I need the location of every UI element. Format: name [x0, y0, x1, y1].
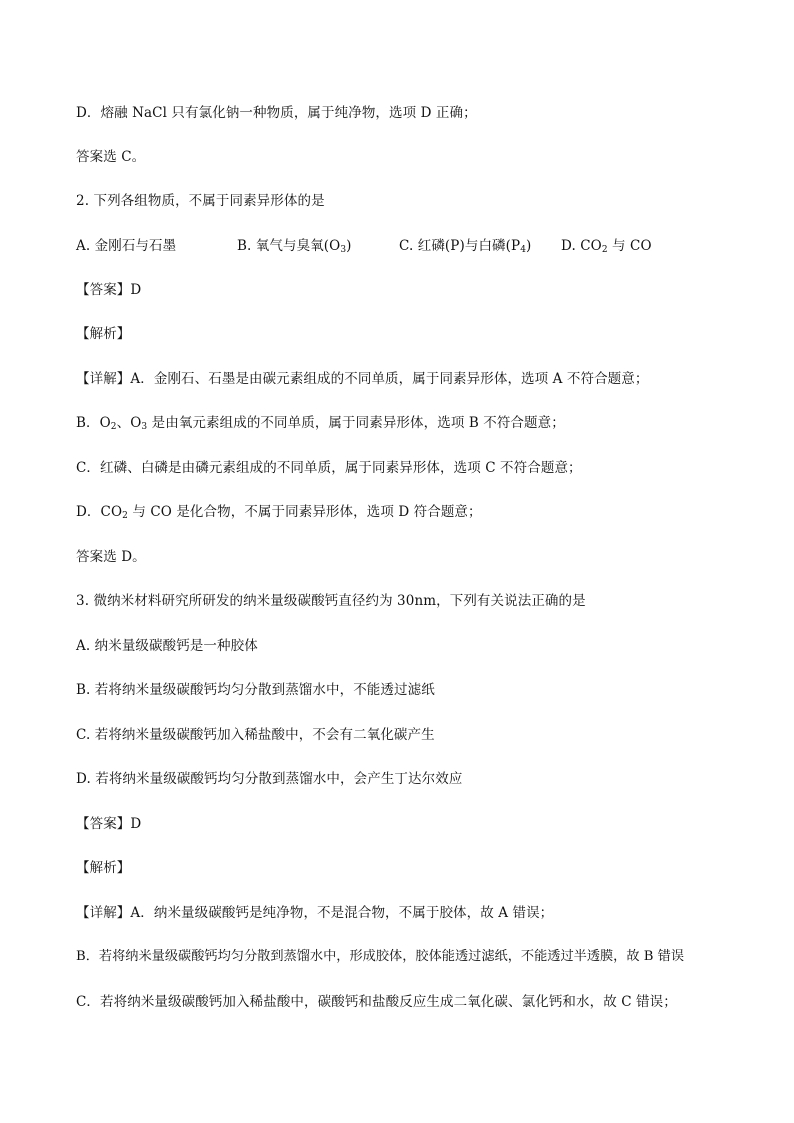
- q2-explanation-c: C．红磷、白磷是由磷元素组成的不同单质，属于同素异形体，选项 C 不符合题意；: [76, 460, 582, 476]
- q3-explanation-b: B．若将纳米量级碳酸钙均匀分散到蒸馏水中，形成胶体，胶体能透过滤纸，不能透过半透膜，故 B 错误: [76, 949, 685, 964]
- q2-stem: 2. 下列各组物质，不属于同素异形体的是: [76, 193, 325, 209]
- q2-analysis-heading: 【解析】: [76, 326, 131, 342]
- q2-explanation-a: 【详解】A．金刚石、石墨是由碳元素组成的不同单质，属于同素异形体，选项 A 不符合题意；: [76, 371, 649, 387]
- q3-answer: 【答案】D: [76, 816, 142, 832]
- q1-answer-choice: 答案选 C。: [76, 149, 146, 165]
- q2-option-c: C. 红磷(P)与白磷$(P_4)$: [399, 238, 532, 255]
- q2-answer-choice: 答案选 D。: [76, 549, 146, 565]
- q3-option-d: D. 若将纳米量级碳酸钙均匀分散到蒸馏水中，会产生丁达尔效应: [76, 771, 463, 787]
- q2-options: [76, 237, 716, 255]
- q2-option-b: B. 氧气与臭氧$(O_3)$: [237, 238, 352, 255]
- q2-option-a: A. 金刚石与石墨: [76, 238, 177, 254]
- q2-explanation-d: D．$CO_2$ 与 CO 是化合物，不属于同素异形体，选项 D 符合题意；: [76, 504, 482, 521]
- q2-answer: 【答案】D: [76, 282, 142, 298]
- q2-explanation-b: B．$O_2$、$O_3$ 是由氧元素组成的不同单质，属于同素异形体，选项 B 不符合题意；: [76, 415, 565, 432]
- q3-option-a: A. 纳米量级碳酸钙是一种胶体: [76, 638, 258, 654]
- q3-explanation-a: 【详解】A．纳米量级碳酸钙是纯净物，不是混合物，不属于胶体，故 A 错误；: [76, 905, 554, 921]
- q1-option-d-explanation: D．熔融 NaCl 只有氯化钠一种物质，属于纯净物，选项 D 正确；: [76, 105, 477, 121]
- q3-explanation-c: C．若将纳米量级碳酸钙加入稀盐酸中，碳酸钙和盐酸反应生成二氧化碳、氯化钙和水，故 C 错误；: [76, 994, 677, 1010]
- q3-option-b: B. 若将纳米量级碳酸钙均匀分散到蒸馏水中，不能透过滤纸: [76, 682, 435, 698]
- q2-option-d: D. $CO_2$ 与 CO: [561, 238, 652, 255]
- q3-analysis-heading: 【解析】: [76, 860, 131, 876]
- q3-option-c: C. 若将纳米量级碳酸钙加入稀盐酸中，不会有二氧化碳产生: [76, 727, 435, 743]
- q3-stem: 3. 微纳米材料研究所研发的纳米量级碳酸钙直径约为 30nm，下列有关说法正确的是: [76, 593, 586, 609]
